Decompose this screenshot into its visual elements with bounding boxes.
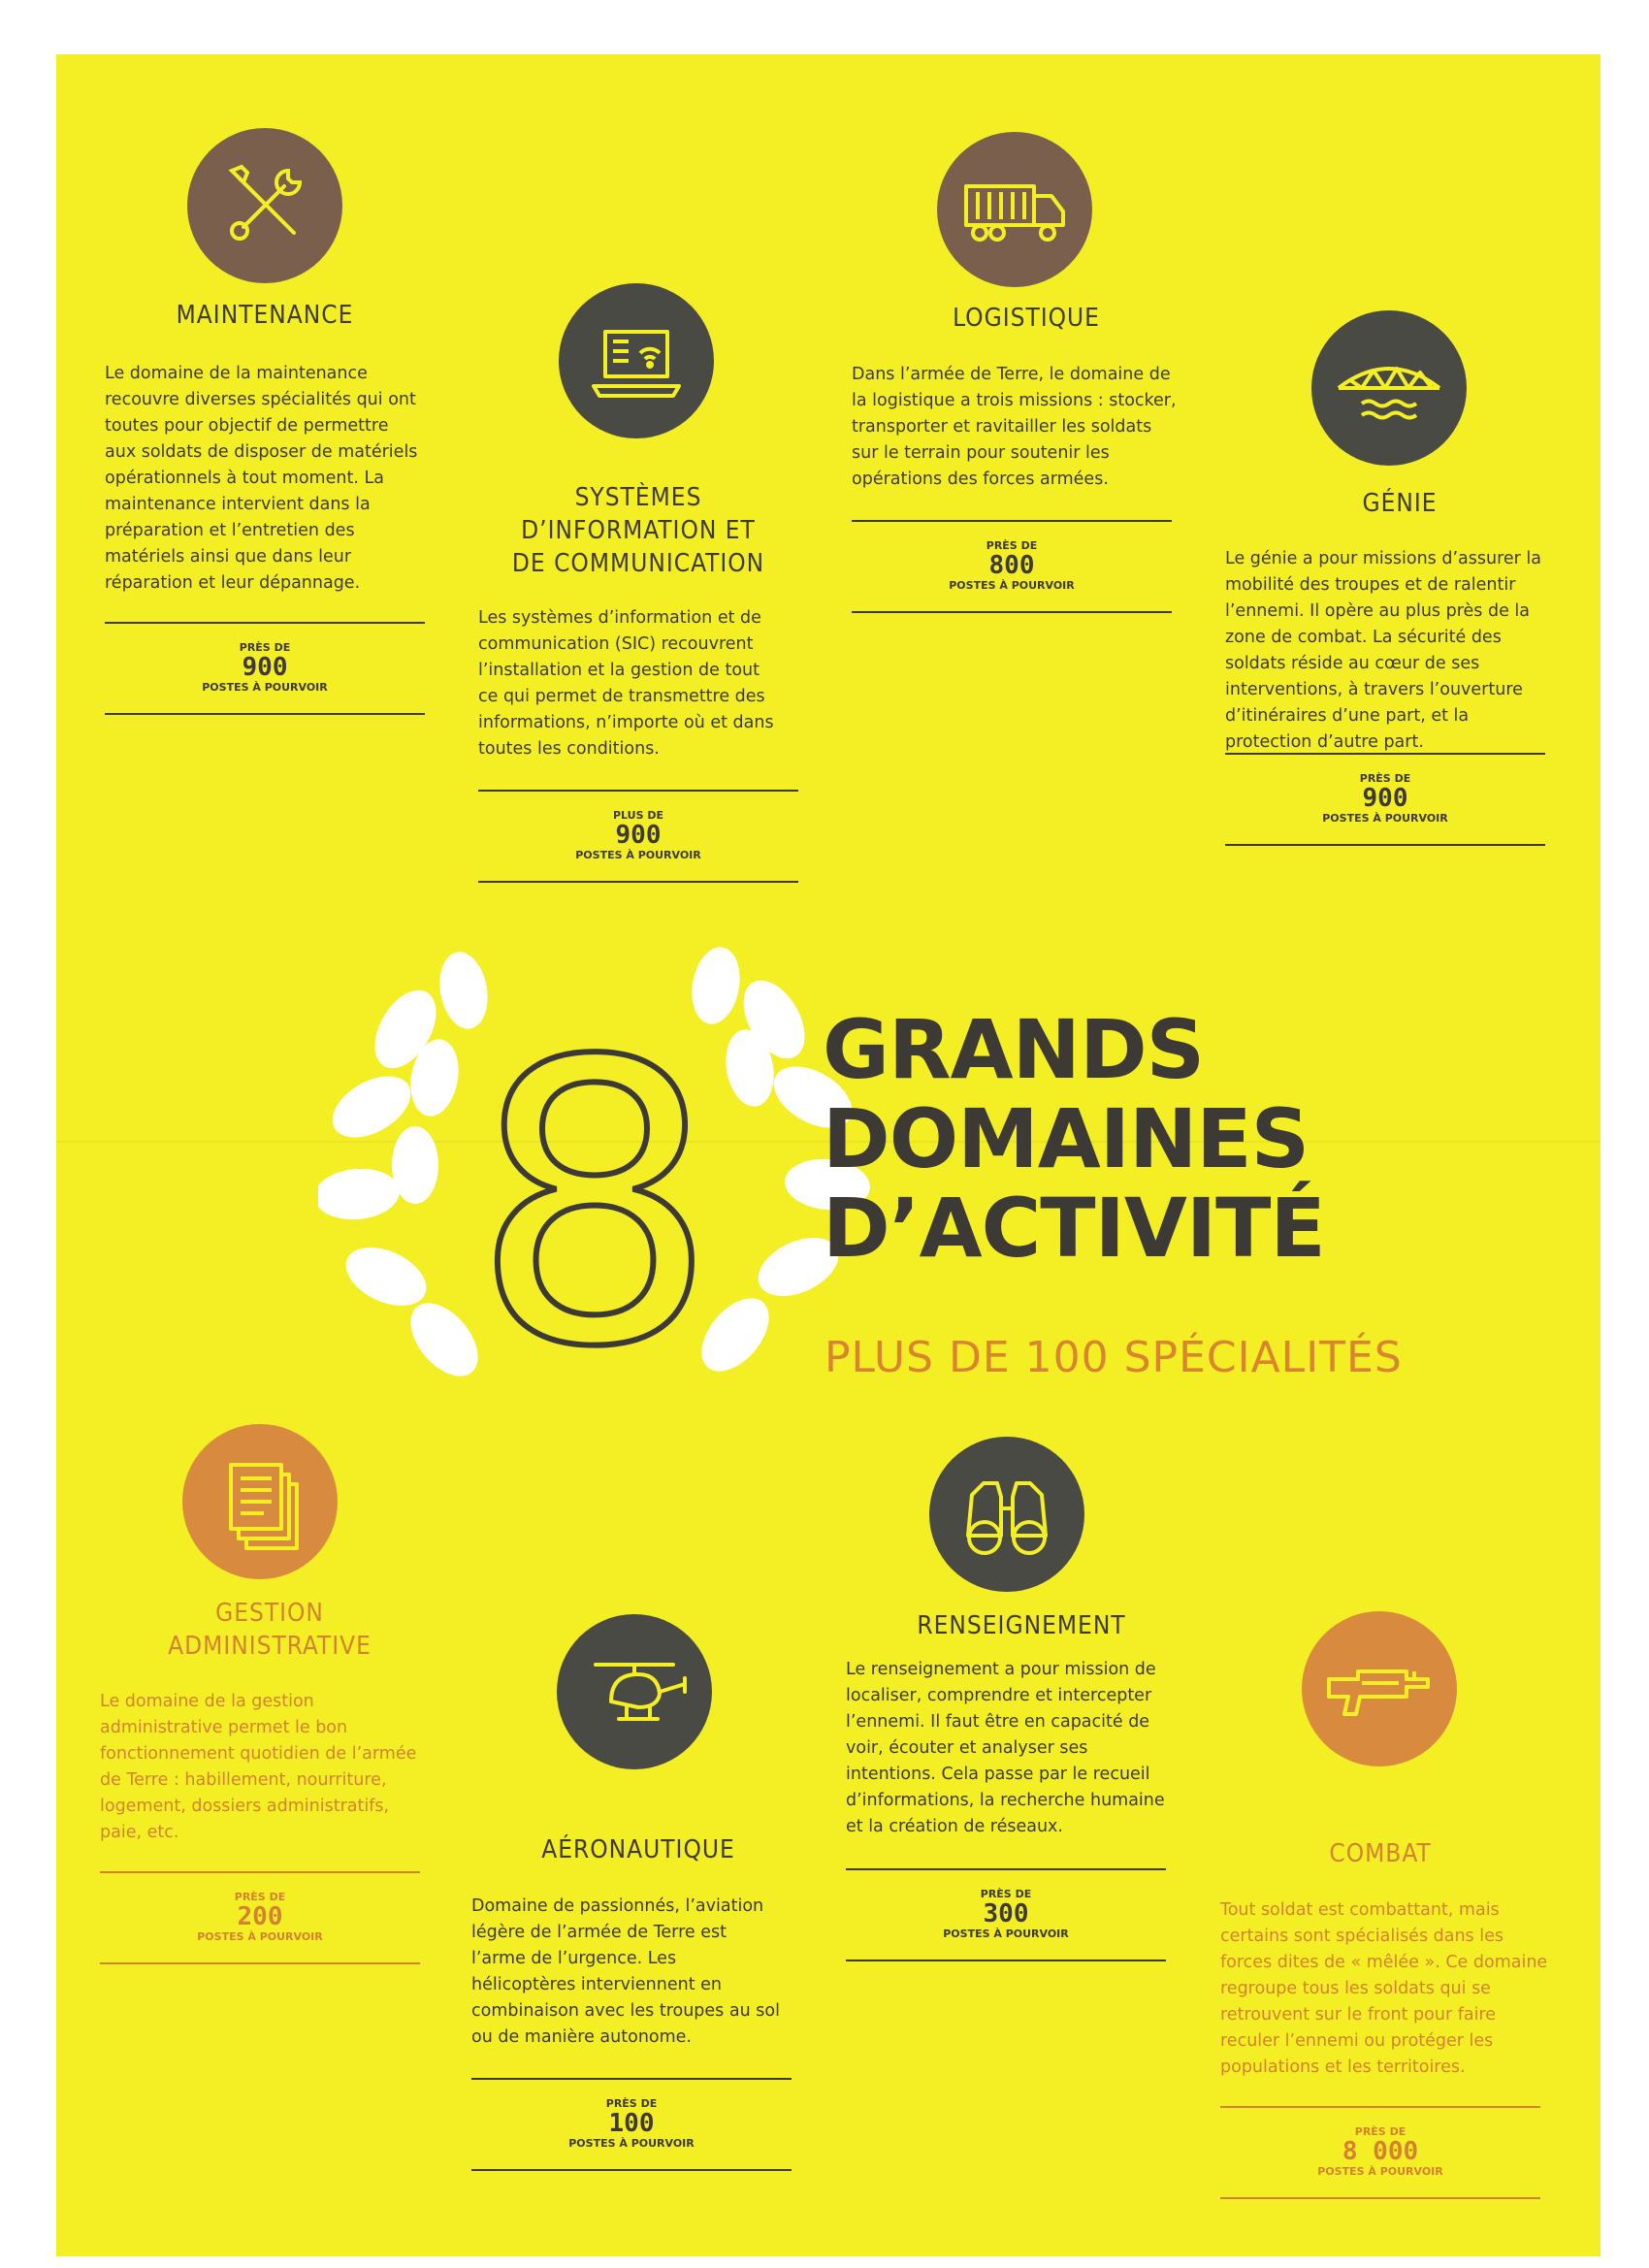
hero-number: 8 [470,981,719,1388]
rifle-icon [1302,1611,1457,1766]
sic-stat [478,790,798,883]
combat-title: COMBAT [1329,1839,1432,1868]
maintenance-description: Le domaine de la maintenance recouvre diverses spécialités qui ont toutes pour objectif de permettre aux soldats de disposer de matériels opérationnels à tout moment. La maintenance intervient dans la préparation et l’entretien des matériels ainsi que dans leur réparation et leur dépannage. [105,364,418,593]
stat-suffix: POSTES À POURVOIR [568,2137,695,2150]
laptop-wifi-icon [559,283,714,438]
hero-title-line3: D’ACTIVITÉ [823,1181,1325,1276]
gestion-title [110,1597,430,1663]
stat-value: 800 [988,551,1035,580]
genie-stat [1225,753,1545,846]
stat-prefix: PRÈS DE [980,1888,1032,1900]
stat-value: 300 [983,1899,1029,1928]
sic-title-line3: DE COMMUNICATION [511,549,765,578]
gestion-title-line1: GESTION [215,1599,324,1628]
genie-title: GÉNIE [1362,489,1438,518]
stat-value: 8 000 [1342,2137,1419,2166]
helicopter-icon [557,1614,712,1769]
bridge-icon [1311,310,1467,466]
combat-stat [1220,2106,1540,2199]
maintenance-stat [105,622,425,715]
gestion-stat [100,1871,420,1964]
tools-icon [187,128,342,283]
stat-suffix: POSTES À POURVOIR [949,579,1075,592]
gestion-title-line2: ADMINISTRATIVE [168,1632,372,1661]
stat-suffix: POSTES À POURVOIR [1322,812,1448,825]
aeronautique-stat [471,2078,792,2171]
hero-title [823,1002,1325,1276]
stat-suffix: POSTES À POURVOIR [1317,2165,1443,2178]
genie-description: Le génie a pour missions d’assurer la mobilité des troupes et de ralentir l’ennemi. Il opère au plus près de la zone de combat. La sécurité des soldats réside au cœur de ses interventions, à travers l’ouverture d’itinéraires d’une part, et la protection d’autre part. [1225,549,1542,752]
hero-title-line2: DOMAINES [823,1091,1310,1186]
stat-value: 900 [615,821,662,850]
truck-icon [937,132,1092,287]
stat-prefix: PRÈS DE [1354,2125,1406,2138]
hero-title-line1: GRANDS [823,1002,1205,1097]
sic-title [478,481,798,580]
gestion-description: Le domaine de la gestion administrative permet le bon fonctionnement quotidien de l’armée de Terre : habillement, nourriture, logement, dossiers administratifs, paie, etc. [100,1692,417,1842]
laurel-wreath-icon [318,923,871,1388]
stat-value: 100 [608,2109,655,2138]
stat-prefix: PRÈS DE [1359,772,1411,785]
sic-title-line1: SYSTÈMES [574,483,702,512]
logistique-title: LOGISTIQUE [953,304,1100,333]
hero-subtitle: PLUS DE 100 SPÉCIALITÉS [824,1333,1403,1382]
stat-suffix: POSTES À POURVOIR [575,849,701,861]
stat-value: 900 [1362,784,1408,813]
renseignement-title: RENSEIGNEMENT [917,1611,1126,1640]
sic-description: Les systèmes d’information et de communication (SIC) recouvrent l’installation et la gestion de tout ce qui permet de transmettre des informations, n’importe où et dans toutes les conditions. [478,608,774,759]
renseignement-description: Le renseignement a pour mission de localiser, comprendre et intercepter l’ennemi. Il faut être en capacité de voir, écouter et analyser ses intentions. Cela passe par le recueil d’informations, la recherche humaine et la création de réseaux. [846,1660,1165,1836]
stat-suffix: POSTES À POURVOIR [202,681,328,694]
stat-prefix: PRÈS DE [986,539,1038,552]
combat-description: Tout soldat est combattant, mais certains sont spécialisés dans les forces dites de « mêlée ». Ce domaine regroupe tous les soldats qui se retrouvent sur le front pour faire reculer l’ennemi ou protéger les populations et les territoires. [1220,1900,1548,2077]
stat-prefix: PLUS DE [612,809,663,822]
logistique-description: Dans l’armée de Terre, le domaine de la logistique a trois missions : stocker, transporter et ravitailler les soldats sur le terrain pour soutenir les opérations des forces armées. [852,365,1177,489]
stat-prefix: PRÈS DE [239,641,291,654]
stat-value: 200 [237,1902,283,1931]
stat-value: 900 [242,653,288,682]
documents-icon [182,1424,338,1579]
sic-title-line2: D’INFORMATION ET [521,516,756,545]
maintenance-title: MAINTENANCE [176,301,354,330]
binoculars-icon [929,1437,1084,1592]
poster [56,54,1600,2256]
aeronautique-title: AÉRONAUTIQUE [541,1835,735,1864]
aeronautique-description: Domaine de passionnés, l’aviation légère de l’armée de Terre est l’arme de l’urgence. Les hélicoptères interviennent en combinaison avec les troupes au sol ou de manière autonome. [471,1896,780,2047]
renseignement-stat [846,1868,1166,1961]
stat-prefix: PRÈS DE [234,1891,286,1903]
stat-suffix: POSTES À POURVOIR [943,1928,1069,1940]
logistique-stat [852,520,1172,613]
stat-prefix: PRÈS DE [605,2097,658,2110]
stat-suffix: POSTES À POURVOIR [197,1930,323,1943]
